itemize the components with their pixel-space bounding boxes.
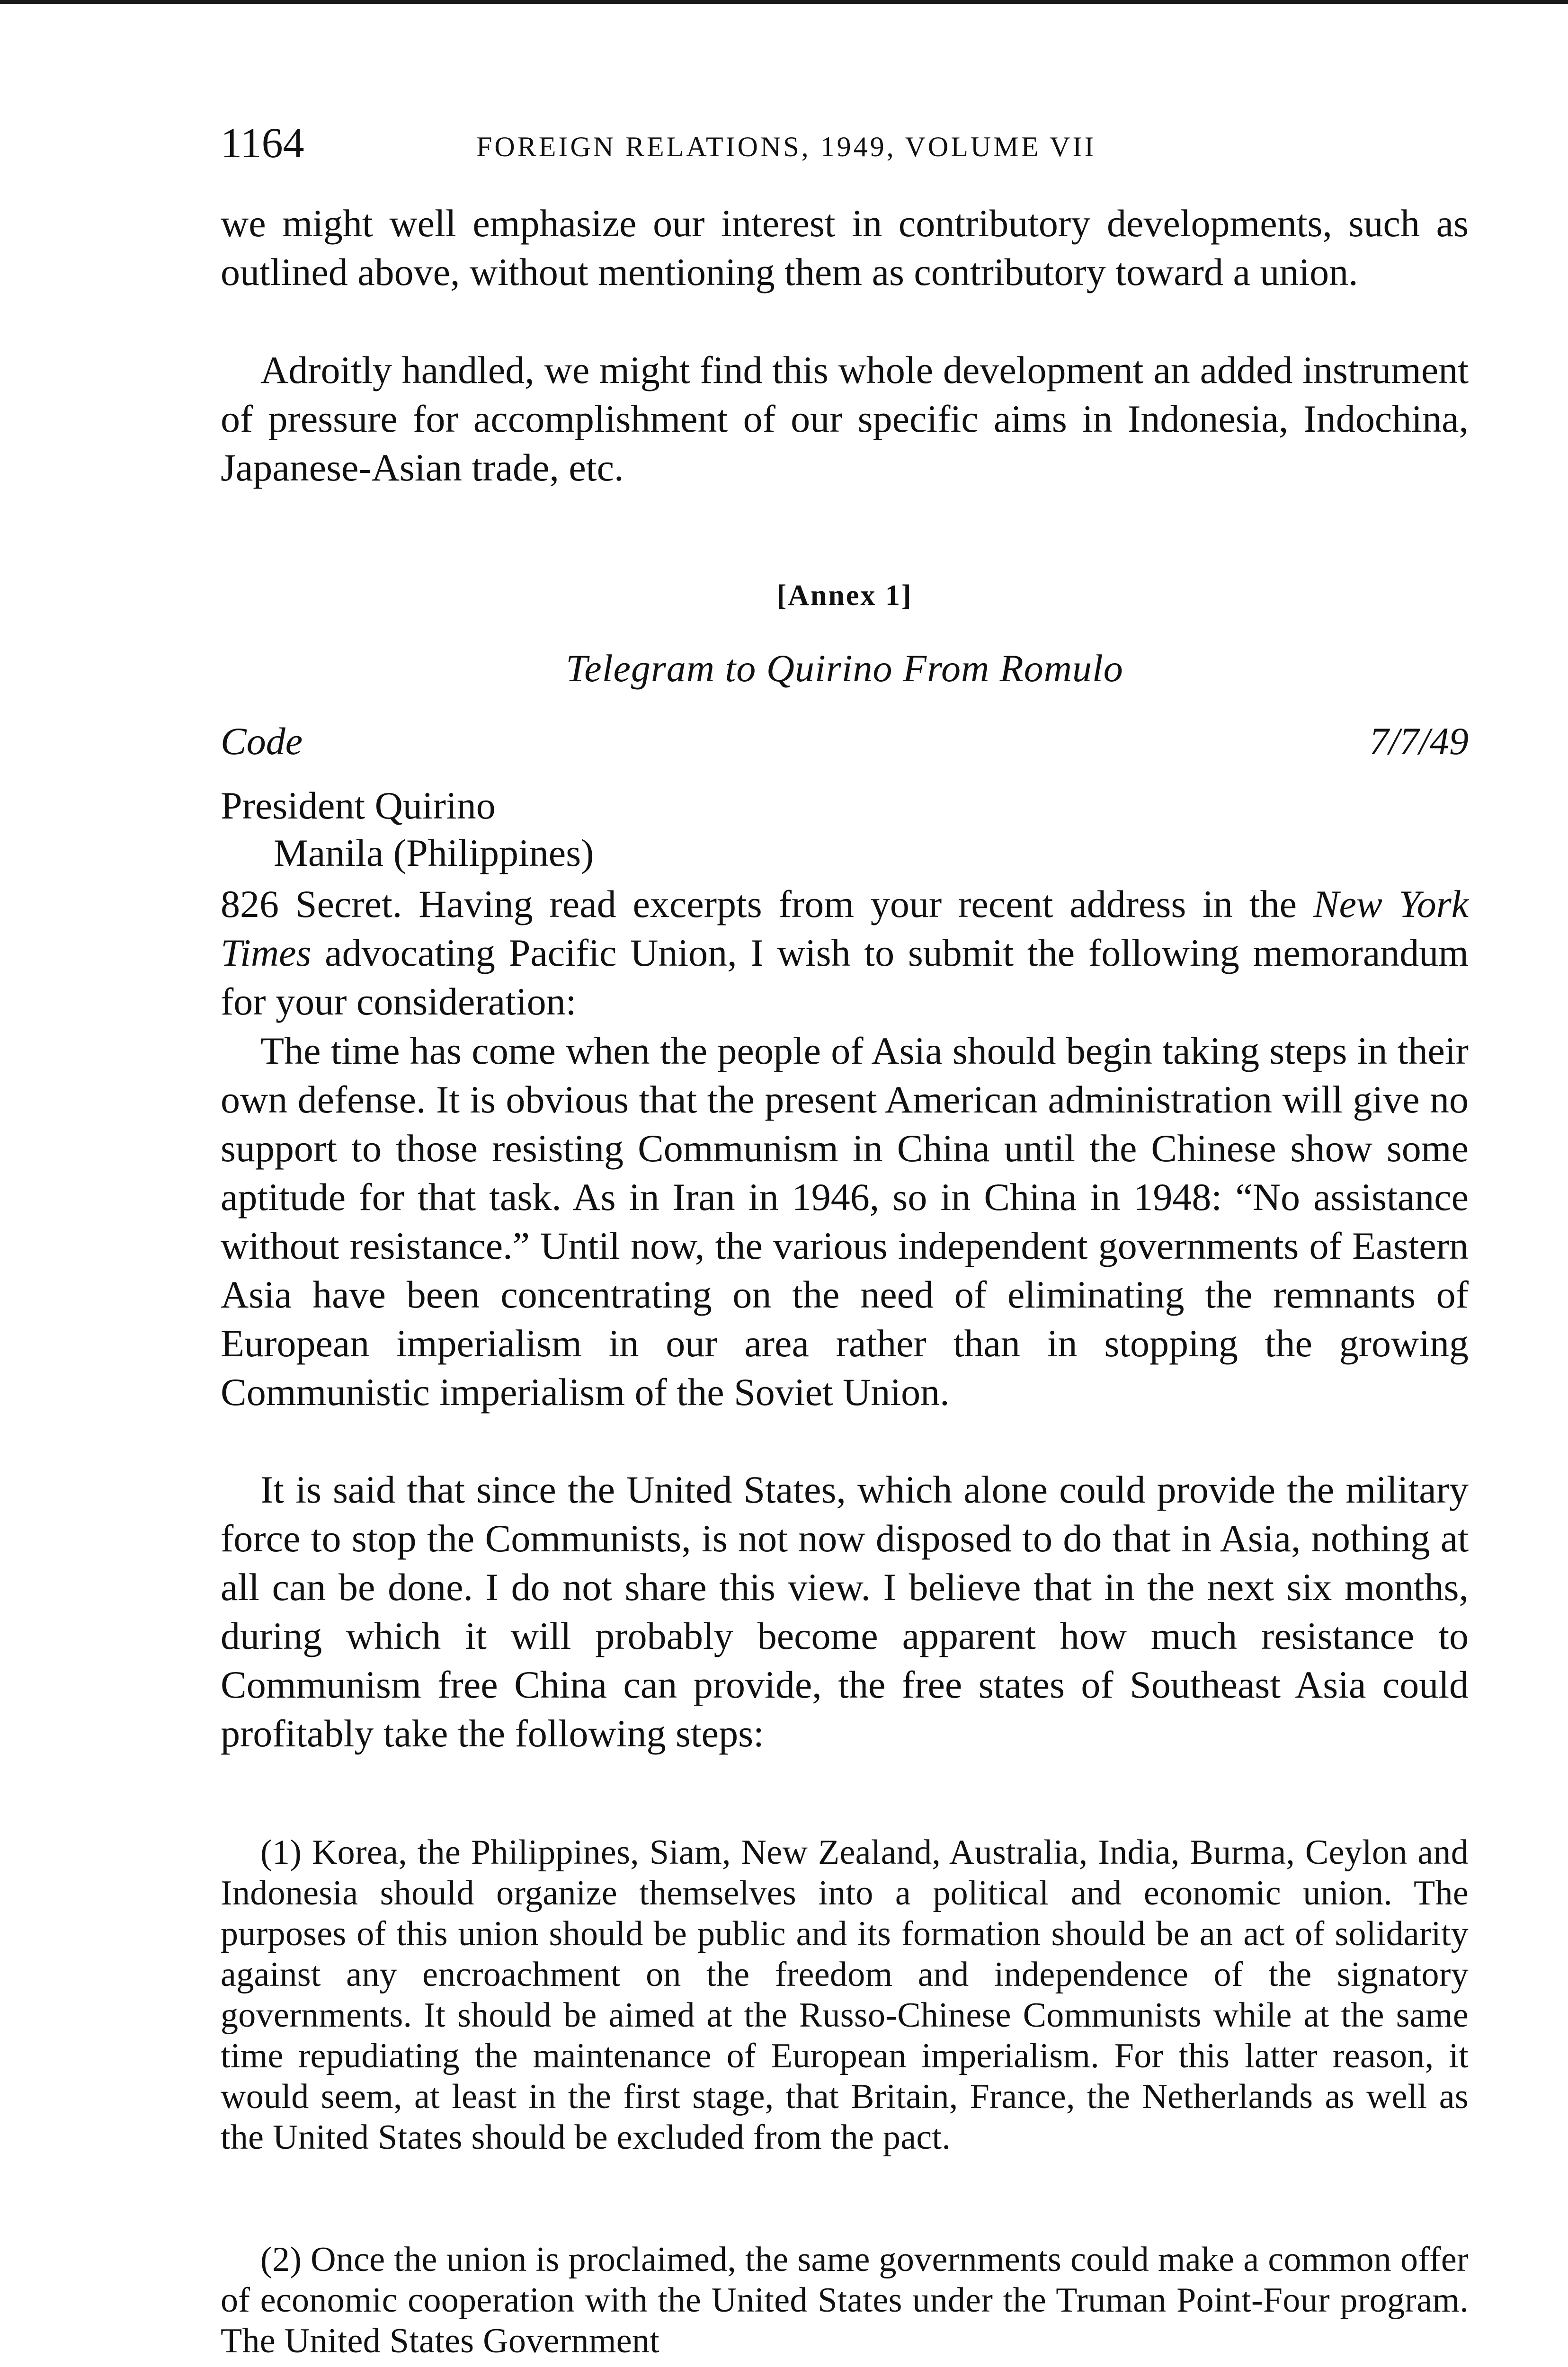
paragraph-it-is-said: It is said that since the United States, which alone could provide the military force to stop the Communists, is not now disposed to do that in Asia, nothing at all can be done. I do not share this view. I believe that in the next six months, during which it will probably become apparent how much resistance to Communism free China can provide, the free states of Southeast Asia could profitably take the following steps:	[221, 1468, 1469, 1755]
telegram-date: 7/7/49	[1369, 720, 1469, 763]
intro-paragraph-adroitly: Adroitly handled, we might find this whole development an added instrument of pressure for accomplishment of our specific aims in Indonesia, Indochina, Japanese-Asian trade, etc.	[221, 348, 1469, 489]
numbered-item-1: (1) Korea, the Philippines, Siam, New Zealand, Australia, India, Burma, Ceylon and Indonesia should organize themselves into a political and economic union. The purposes of this union should be public and its formation should be an act of solidarity against any encroachment on the freedom and independence of the signatory governments. It should be aimed at the Russo-Chinese Communists while at the same time repudiating the maintenance of European imperialism. For this latter reason, it would seem, at least in the first stage, that Britain, France, the Netherlands as well as the United States should be excluded from the pact.	[221, 1833, 1469, 2157]
running-title: FOREIGN RELATIONS, 1949, VOLUME VII	[476, 131, 1096, 162]
running-header	[221, 117, 1469, 169]
code-label: Code	[221, 720, 303, 763]
telegram-opening-paragraph	[221, 880, 1469, 1026]
addressee-place: Manila (Philippines)	[274, 831, 594, 874]
newspaper-title: New York Times	[221, 882, 1469, 974]
annex-title: Telegram to Quirino From Romulo	[566, 647, 1123, 690]
numbered-item-2: (2) Once the union is proclaimed, the same governments could make a common offer of economic cooperation with the United States under the Truman Point-Four program. The United States Government	[221, 2240, 1469, 2360]
top-border-rule	[0, 0, 1568, 4]
opening-text-end: advocating Pacific Union, I wish to submit the following memorandum for your consideration:	[221, 931, 1469, 1023]
annex-label: [Annex 1]	[776, 579, 913, 612]
paragraph-time-has-come: The time has come when the people of Asia should begin taking steps in their own defense. It is obvious that the present American administration will give no support to those resisting Communism in China until the Chinese show some aptitude for that task. As in Iran in 1946, so in China in 1948: “No assistance without resistance.” Until now, the various independent governments of Eastern Asia have been concentrating on the need of eliminating the remnants of European imperialism in our area rather than in stopping the growing Communistic imperialism of the Soviet Union.	[221, 1029, 1469, 1414]
opening-text-start: 826 Secret. Having read excerpts from your recent address in the	[221, 882, 1313, 925]
page-number: 1164	[221, 120, 304, 167]
intro-paragraph-continued: we might well emphasize our interest in contributory developments, such as outlined above, without mentioning them as contributory toward a union.	[221, 202, 1469, 294]
code-line	[221, 718, 1469, 765]
addressee-name: President Quirino	[221, 784, 496, 827]
